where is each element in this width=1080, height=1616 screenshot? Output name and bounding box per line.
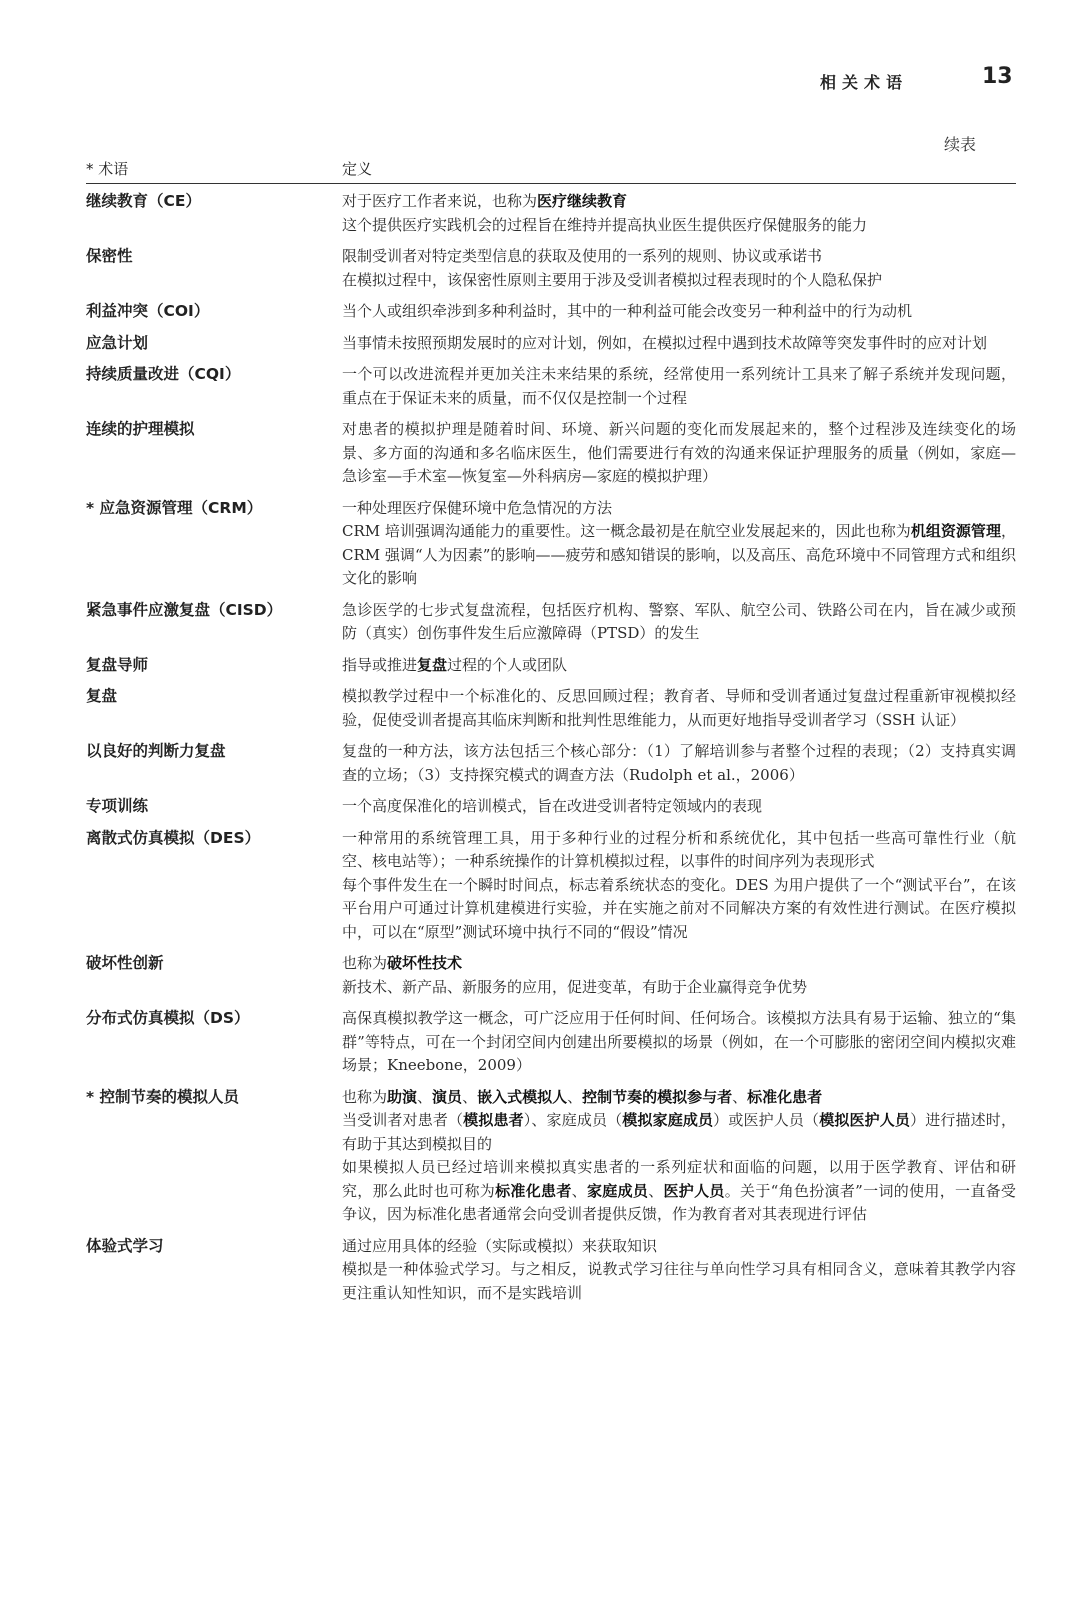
bold-term: 医疗继续教育 <box>537 192 628 210</box>
definition-cell <box>342 332 1016 356</box>
bold-term: 医护人员 <box>663 1181 725 1200</box>
definition-text: 高保真模拟教学这一概念，可广泛应用于任何时间、任何场合。该模拟方法具有易于运输、独立的“集群”等特点，可在一个封闭空间内创建出所要模拟的场景（例如，在一个可膨胀的密闭空间内模拟灾难场景；Kneebone，2009） <box>342 1009 1016 1074</box>
term-cell: 保密性 <box>86 247 133 265</box>
definition-cell <box>342 1086 1016 1227</box>
term-cell: 利益冲突（COI） <box>86 302 210 320</box>
definition-cell <box>342 599 1016 646</box>
definition-paragraph <box>342 214 1016 238</box>
definition-cell <box>342 245 1016 292</box>
definition-cell <box>342 1007 1016 1078</box>
bold-term: 破坏性技术 <box>387 954 463 972</box>
definition-cell <box>342 685 1016 732</box>
definition-paragraph <box>342 497 1016 521</box>
bold-term: 家庭成员 <box>586 1181 649 1200</box>
definition-paragraph <box>342 190 1016 214</box>
definition-text: 、 <box>567 1087 583 1106</box>
term-cell: * 控制节奏的模拟人员 <box>86 1087 240 1106</box>
definition-paragraph <box>342 1086 1016 1110</box>
definition-paragraph <box>342 1109 1016 1156</box>
definition-cell <box>342 952 1016 999</box>
bold-term: 模拟家庭成员 <box>622 1111 714 1129</box>
bold-term: 复盘 <box>417 655 448 674</box>
definition-paragraph <box>342 363 1016 410</box>
definition-text: 过程的个人或团队 <box>447 655 568 674</box>
definition-text: 对患者的模拟护理是随着时间、环境、新兴问题的变化而发展起来的，整个过程涉及连续变化的场景、多方面的沟通和多名临床医生，他们需要进行有效的沟通来保证护理服务的质量（例如，家庭—急诊室—手术室—恢复室—外科病房—家庭的模拟护理） <box>342 420 1016 485</box>
definition-cell <box>342 1235 1016 1306</box>
definition-cell <box>342 190 1016 237</box>
definition-text: 急诊医学的七步式复盘流程，包括医疗机构、警察、军队、航空公司、铁路公司在内，旨在减少或预防（真实）创伤事件发生后应激障碍（PTSD）的发生 <box>342 600 1016 642</box>
term-cell: * 应急资源管理（CRM） <box>86 498 263 517</box>
definition-text: 。关于“角色扮演者”一词的使用，一直备受争议，因为标准化患者通常会向受训者提供反馈，作为教育者对其表现进行评估 <box>342 1181 1016 1223</box>
definition-paragraph <box>342 332 1016 356</box>
table-row <box>86 497 1016 591</box>
definition-text: 也称为 <box>342 954 388 972</box>
definition-text: 这个提供医疗实践机会的过程旨在维持并提高执业医生提供医疗保健服务的能力 <box>342 215 868 234</box>
definition-text: 对于医疗工作者来说，也称为 <box>342 192 538 210</box>
bold-term: 模拟医护人员 <box>819 1111 911 1129</box>
definition-cell <box>342 827 1016 945</box>
definition-text: 如果模拟人员已经过培训来模拟真实患者的一系列症状和面临的问题，以用于医学教育、评估和研究，那么此时也可称为 <box>342 1158 1016 1200</box>
definition-text: 一个可以改进流程并更加关注未来结果的系统，经常使用一系列统计工具来了解子系统并发现问题，重点在于保证未来的质量，而不仅仅是控制一个过程 <box>342 365 1016 407</box>
table-row <box>86 300 1016 324</box>
definition-text: ）进行描述时，有助于其达到模拟目的 <box>342 1111 1016 1153</box>
running-header: 相关术语 <box>820 73 909 92</box>
table-row <box>86 599 1016 646</box>
table-row <box>86 685 1016 732</box>
table-row <box>86 1007 1016 1078</box>
definition-paragraph <box>342 269 1016 293</box>
definition-cell <box>342 654 1016 678</box>
term-cell: 持续质量改进（CQI） <box>86 365 241 383</box>
definition-paragraph <box>342 874 1016 945</box>
bold-term: 助演 <box>387 1087 418 1106</box>
definition-paragraph <box>342 740 1016 787</box>
definition-paragraph <box>342 1235 1016 1259</box>
definition-cell <box>342 363 1016 410</box>
table-row <box>86 418 1016 489</box>
definition-paragraph <box>342 1258 1016 1305</box>
definition-text: 复盘的一种方法，该方法包括三个核心部分：（1）了解培训参与者整个过程的表现；（2）支持真实调查的立场；（3）支持探究模式的调查方法（Rudolph et al.，2006） <box>342 742 1016 784</box>
definition-text: 、 <box>571 1181 587 1200</box>
definition-cell <box>342 740 1016 787</box>
table-row <box>86 1235 1016 1306</box>
definition-text: 模拟是一种体验式学习。与之相反，说教式学习往往与单向性学习具有相同含义，意味着其教学内容更注重认知性知识，而不是实践培训 <box>342 1260 1016 1302</box>
definition-paragraph <box>342 952 1016 976</box>
definition-paragraph <box>342 520 1016 591</box>
term-column-header: * 术语 <box>86 160 129 178</box>
table-row <box>86 1086 1016 1227</box>
term-cell: 紧急事件应激复盘（CISD） <box>86 600 283 619</box>
table-row <box>86 363 1016 410</box>
definition-text: 、 <box>648 1181 664 1200</box>
term-cell: 复盘 <box>86 687 118 705</box>
definition-text: 限制受训者对特定类型信息的获取及使用的一系列的规则、协议或承诺书 <box>342 247 823 265</box>
table-row <box>86 654 1016 678</box>
term-cell: 复盘导师 <box>86 655 149 674</box>
definition-paragraph <box>342 685 1016 732</box>
definition-text: 在模拟过程中，该保密性原则主要用于涉及受训者模拟过程表现时的个人隐私保护 <box>342 270 883 289</box>
term-cell: 继续教育（CE） <box>86 192 201 210</box>
term-cell: 破坏性创新 <box>86 954 164 972</box>
definition-text: ）或医护人员（ <box>713 1111 820 1129</box>
definition-text: 每个事件发生在一个瞬时时间点，标志着系统状态的变化。DES 为用户提供了一个“测试平台”，在该平台用户可通过计算机建模进行实验，并在实施之前对不同解决方案的有效性进行测试。在医疗模拟中，可以在“原型”测试环境中执行不同的“假设”情况 <box>342 875 1016 941</box>
definition-paragraph <box>342 599 1016 646</box>
page-number: 13 <box>982 64 1013 89</box>
table-row <box>86 332 1016 356</box>
table-header <box>86 158 1016 184</box>
term-cell: 体验式学习 <box>86 1236 164 1255</box>
definition-text: ，CRM 强调“人为因素”的影响——疲劳和感知错误的影响，以及高压、高危环境中不同管理方式和组织文化的影响 <box>342 522 1016 587</box>
definition-text: 当个人或组织牵涉到多种利益时，其中的一种利益可能会改变另一种利益中的行为动机 <box>342 302 913 320</box>
continued-label: 续表 <box>944 135 977 154</box>
definition-paragraph <box>342 1007 1016 1078</box>
definition-text: 指导或推进 <box>342 655 418 674</box>
definition-text: 一种常用的系统管理工具，用于多种行业的过程分析和系统优化，其中包括一些高可靠性行业（航空、核电站等）；一种系统操作的计算机模拟过程，以事件的时间序列为表现形式 <box>342 828 1016 870</box>
bold-term: 控制节奏的模拟参与者 <box>582 1087 733 1106</box>
definition-text: 模拟教学过程中一个标准化的、反思回顾过程；教育者、导师和受训者通过复盘过程重新审视模拟经验，促使受训者提高其临床判断和批判性思维能力，从而更好地指导受训者学习（SSH 认证） <box>342 687 1016 729</box>
definition-paragraph <box>342 795 1016 819</box>
definition-paragraph <box>342 1156 1016 1227</box>
definition-paragraph <box>342 827 1016 874</box>
bold-term: 标准化患者 <box>495 1181 572 1200</box>
bold-term: 标准化患者 <box>747 1087 823 1106</box>
table-body <box>86 190 1016 1305</box>
bold-term: 模拟患者 <box>463 1111 524 1129</box>
definition-text: 当受训者对患者（ <box>342 1111 464 1129</box>
definition-column-header: 定义 <box>342 160 373 178</box>
definition-text: 当事情未按照预期发展时的应对计划，例如，在模拟过程中遇到技术故障等突发事件时的应对计划 <box>342 333 988 352</box>
table-row <box>86 952 1016 999</box>
definition-text: 、 <box>732 1087 748 1106</box>
table-row <box>86 245 1016 292</box>
term-cell: 离散式仿真模拟（DES） <box>86 828 261 847</box>
definition-paragraph <box>342 418 1016 489</box>
definition-text: 、 <box>462 1087 478 1106</box>
definition-text: 一种处理医疗保健环境中危急情况的方法 <box>342 498 613 517</box>
bold-term: 机组资源管理 <box>910 522 1001 540</box>
definition-cell <box>342 795 1016 819</box>
term-cell: 连续的护理模拟 <box>86 420 195 438</box>
term-cell: 分布式仿真模拟（DS） <box>86 1009 250 1027</box>
definition-cell <box>342 497 1016 591</box>
term-cell: 以良好的判断力复盘 <box>86 742 226 760</box>
definition-text: ）、家庭成员（ <box>523 1111 623 1129</box>
term-cell: 专项训练 <box>86 797 149 815</box>
table-row <box>86 795 1016 819</box>
definition-paragraph <box>342 976 1016 1000</box>
definition-text: 一个高度保准化的培训模式，旨在改进受训者特定领域内的表现 <box>342 797 763 815</box>
bold-term: 演员 <box>432 1087 463 1106</box>
bold-term: 嵌入式模拟人 <box>477 1087 568 1106</box>
definition-text: 新技术、新产品、新服务的应用，促进变革，有助于企业赢得竞争优势 <box>342 977 808 996</box>
table-row <box>86 740 1016 787</box>
definition-text: 、 <box>417 1087 433 1106</box>
table-row <box>86 190 1016 237</box>
definition-cell <box>342 300 1016 324</box>
definition-cell <box>342 418 1016 489</box>
table-row <box>86 827 1016 945</box>
glossary-table <box>86 158 1016 1305</box>
definition-text: 通过应用具体的经验（实际或模拟）来获取知识 <box>342 1236 658 1255</box>
definition-paragraph <box>342 654 1016 678</box>
definition-paragraph <box>342 245 1016 269</box>
definition-paragraph <box>342 300 1016 324</box>
definition-text: 也称为 <box>342 1087 388 1106</box>
definition-text: CRM 培训强调沟通能力的重要性。这一概念最初是在航空业发展起来的，因此也称为 <box>342 522 911 540</box>
term-cell: 应急计划 <box>86 333 149 352</box>
